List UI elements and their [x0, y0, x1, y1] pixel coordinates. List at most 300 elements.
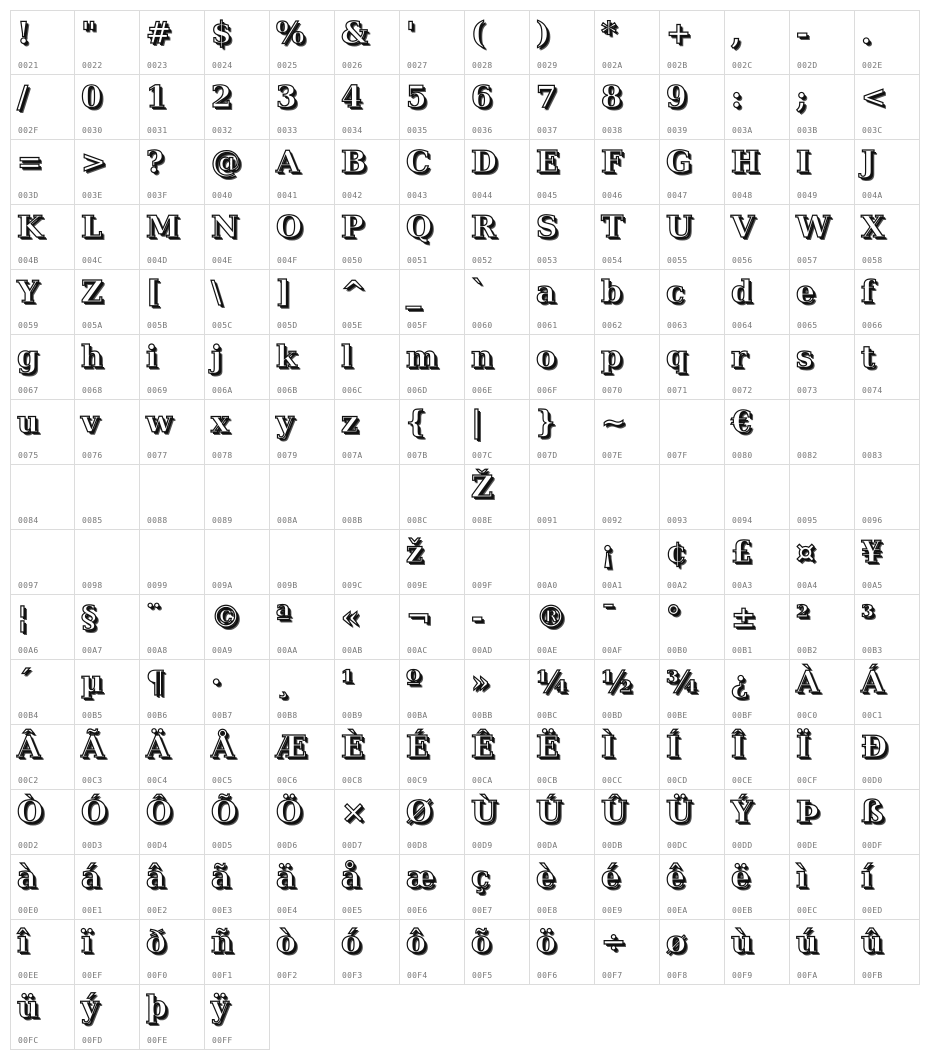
glyph-cell[interactable]	[595, 10, 660, 75]
glyph-cell[interactable]	[140, 270, 205, 335]
glyph-cell[interactable]	[465, 725, 530, 790]
glyph-preview: Ü	[666, 795, 693, 830]
glyph-cell[interactable]	[465, 140, 530, 205]
glyph-cell[interactable]	[530, 335, 595, 400]
glyph-cell[interactable]	[595, 75, 660, 140]
glyph-cell[interactable]	[75, 985, 140, 1050]
glyph-cell[interactable]	[75, 855, 140, 920]
glyph-cell[interactable]	[335, 205, 400, 270]
glyph-preview: ä	[276, 860, 296, 895]
glyph-code-label: 002F	[18, 126, 39, 135]
glyph-preview: ð	[146, 925, 167, 960]
glyph-cell[interactable]	[790, 140, 855, 205]
glyph-cell[interactable]	[790, 205, 855, 270]
glyph-cell[interactable]	[530, 205, 595, 270]
glyph-cell[interactable]	[530, 75, 595, 140]
glyph-code-label: 00DC	[667, 841, 688, 850]
glyph-cell[interactable]	[205, 335, 270, 400]
glyph-cell[interactable]	[140, 335, 205, 400]
glyph-code-label: 0055	[667, 256, 688, 265]
glyph-preview: µ	[81, 665, 103, 700]
glyph-cell[interactable]	[790, 400, 855, 465]
glyph-cell[interactable]	[270, 725, 335, 790]
glyph-cell[interactable]	[10, 270, 75, 335]
glyph-cell[interactable]	[10, 595, 75, 660]
glyph-cell[interactable]	[530, 790, 595, 855]
glyph-cell[interactable]	[465, 10, 530, 75]
glyph-cell[interactable]	[400, 10, 465, 75]
glyph-cell[interactable]	[660, 10, 725, 75]
glyph-preview: ^	[341, 275, 367, 310]
glyph-cell[interactable]	[595, 595, 660, 660]
glyph-preview: õ	[471, 925, 492, 960]
glyph-preview: _	[406, 275, 421, 310]
glyph-code-label: 002C	[732, 61, 753, 70]
glyph-cell[interactable]	[335, 465, 400, 530]
glyph-cell[interactable]	[530, 595, 595, 660]
glyph-cell[interactable]	[400, 790, 465, 855]
glyph-cell[interactable]	[465, 595, 530, 660]
glyph-cell[interactable]	[400, 855, 465, 920]
glyph-cell[interactable]	[660, 595, 725, 660]
glyph-cell[interactable]	[855, 10, 920, 75]
glyph-cell[interactable]	[660, 335, 725, 400]
glyph-cell[interactable]	[335, 660, 400, 725]
glyph-code-label: 0064	[732, 321, 753, 330]
glyph-cell[interactable]	[855, 855, 920, 920]
glyph-code-label: 0096	[862, 516, 883, 525]
glyph-cell[interactable]	[205, 530, 270, 595]
glyph-cell[interactable]	[335, 10, 400, 75]
glyph-cell[interactable]	[10, 400, 75, 465]
glyph-preview: ¸	[276, 665, 291, 700]
glyph-cell[interactable]	[595, 335, 660, 400]
glyph-cell[interactable]	[530, 530, 595, 595]
glyph-cell[interactable]	[400, 725, 465, 790]
glyph-cell[interactable]	[335, 725, 400, 790]
glyph-cell[interactable]	[725, 725, 790, 790]
glyph-preview: ú	[796, 925, 818, 960]
glyph-cell[interactable]	[790, 10, 855, 75]
glyph-code-label: 004D	[147, 256, 168, 265]
glyph-cell[interactable]	[855, 465, 920, 530]
glyph-code-label: 005F	[407, 321, 428, 330]
glyph-cell[interactable]	[790, 335, 855, 400]
glyph-cell[interactable]	[855, 790, 920, 855]
glyph-cell[interactable]	[270, 335, 335, 400]
glyph-cell[interactable]	[400, 465, 465, 530]
glyph-preview: w	[146, 405, 172, 440]
glyph-cell[interactable]	[465, 465, 530, 530]
glyph-cell[interactable]	[725, 465, 790, 530]
glyph-cell[interactable]	[530, 270, 595, 335]
glyph-preview: Q	[406, 210, 433, 245]
glyph-cell[interactable]	[790, 790, 855, 855]
glyph-cell[interactable]	[140, 725, 205, 790]
glyph-cell[interactable]	[660, 400, 725, 465]
glyph-cell[interactable]	[140, 595, 205, 660]
glyph-code-label: 0042	[342, 191, 363, 200]
glyph-cell[interactable]	[205, 465, 270, 530]
glyph-preview: 8	[601, 80, 622, 115]
glyph-cell[interactable]	[205, 985, 270, 1050]
glyph-cell[interactable]	[855, 335, 920, 400]
glyph-cell[interactable]	[140, 530, 205, 595]
glyph-cell[interactable]	[790, 595, 855, 660]
glyph-cell[interactable]	[270, 660, 335, 725]
glyph-cell[interactable]	[205, 400, 270, 465]
glyph-cell[interactable]	[790, 465, 855, 530]
glyph-code-label: 00B5	[82, 711, 103, 720]
glyph-code-label: 00D7	[342, 841, 363, 850]
glyph-code-label: 0071	[667, 386, 688, 395]
glyph-preview: r	[731, 340, 747, 375]
glyph-cell[interactable]	[140, 75, 205, 140]
glyph-cell[interactable]	[595, 725, 660, 790]
glyph-cell[interactable]	[400, 270, 465, 335]
glyph-cell[interactable]	[205, 75, 270, 140]
glyph-preview: !	[17, 16, 31, 51]
glyph-cell[interactable]	[140, 140, 205, 205]
glyph-cell[interactable]	[140, 920, 205, 985]
glyph-preview: )	[536, 16, 551, 51]
glyph-code-label: 00A1	[602, 581, 623, 590]
glyph-cell[interactable]	[270, 530, 335, 595]
glyph-cell[interactable]	[595, 660, 660, 725]
glyph-cell[interactable]	[530, 10, 595, 75]
glyph-cell[interactable]	[725, 75, 790, 140]
glyph-preview: ¦	[17, 600, 28, 635]
glyph-preview: e	[796, 275, 816, 310]
glyph-code-label: 00D2	[18, 841, 39, 850]
glyph-preview: ¼	[536, 665, 568, 700]
glyph-cell[interactable]	[660, 465, 725, 530]
glyph-preview: °	[666, 600, 681, 635]
glyph-preview: n	[471, 340, 493, 375]
glyph-code-label: 00BD	[602, 711, 623, 720]
glyph-cell[interactable]	[660, 725, 725, 790]
glyph-preview: l	[341, 340, 353, 375]
glyph-cell[interactable]	[725, 660, 790, 725]
glyph-cell[interactable]	[335, 855, 400, 920]
glyph-cell[interactable]	[595, 140, 660, 205]
glyph-cell[interactable]	[75, 465, 140, 530]
glyph-code-label: 0030	[82, 126, 103, 135]
glyph-cell[interactable]	[270, 205, 335, 270]
glyph-cell[interactable]	[10, 465, 75, 530]
glyph-cell[interactable]	[75, 335, 140, 400]
glyph-cell[interactable]	[335, 400, 400, 465]
glyph-cell[interactable]	[75, 400, 140, 465]
glyph-cell[interactable]	[10, 335, 75, 400]
glyph-cell[interactable]	[530, 465, 595, 530]
glyph-preview: 1	[146, 80, 167, 115]
glyph-preview: ž	[406, 535, 424, 570]
glyph-cell[interactable]	[530, 855, 595, 920]
glyph-cell[interactable]	[790, 270, 855, 335]
glyph-cell[interactable]	[855, 595, 920, 660]
glyph-cell[interactable]	[335, 595, 400, 660]
glyph-cell[interactable]	[205, 270, 270, 335]
glyph-preview: Ù	[471, 795, 498, 830]
glyph-code-label: 0068	[82, 386, 103, 395]
glyph-code-label: 0043	[407, 191, 428, 200]
glyph-cell[interactable]	[400, 400, 465, 465]
glyph-cell[interactable]	[660, 205, 725, 270]
glyph-cell[interactable]	[465, 400, 530, 465]
glyph-cell[interactable]	[400, 660, 465, 725]
glyph-cell[interactable]	[10, 75, 75, 140]
glyph-code-label: 00C5	[212, 776, 233, 785]
glyph-cell[interactable]	[465, 660, 530, 725]
glyph-cell[interactable]	[660, 920, 725, 985]
glyph-cell[interactable]	[725, 790, 790, 855]
glyph-cell[interactable]	[725, 140, 790, 205]
glyph-cell[interactable]	[855, 270, 920, 335]
glyph-code-label: 0028	[472, 61, 493, 70]
glyph-code-label: 00F8	[667, 971, 688, 980]
glyph-cell[interactable]	[335, 75, 400, 140]
glyph-code-label: 0058	[862, 256, 883, 265]
glyph-cell[interactable]	[595, 270, 660, 335]
glyph-preview: 0	[81, 80, 102, 115]
glyph-cell[interactable]	[660, 530, 725, 595]
glyph-cell[interactable]	[595, 205, 660, 270]
glyph-cell[interactable]	[75, 530, 140, 595]
glyph-cell[interactable]	[855, 140, 920, 205]
glyph-cell[interactable]	[400, 205, 465, 270]
glyph-code-label: 00BC	[537, 711, 558, 720]
glyph-preview: A	[276, 145, 300, 180]
glyph-code-label: 00B3	[862, 646, 883, 655]
glyph-preview: |	[471, 405, 482, 440]
glyph-cell[interactable]	[270, 75, 335, 140]
glyph-preview: ô	[406, 925, 427, 960]
glyph-preview: È	[341, 730, 364, 765]
glyph-code-label: 00A6	[18, 646, 39, 655]
glyph-cell[interactable]	[855, 660, 920, 725]
glyph-cell[interactable]	[10, 10, 75, 75]
glyph-cell[interactable]	[205, 205, 270, 270]
glyph-cell[interactable]	[660, 790, 725, 855]
glyph-cell[interactable]	[725, 855, 790, 920]
glyph-cell[interactable]	[790, 660, 855, 725]
glyph-cell[interactable]	[140, 985, 205, 1050]
glyph-cell[interactable]	[790, 75, 855, 140]
glyph-cell[interactable]	[205, 140, 270, 205]
glyph-cell[interactable]	[465, 920, 530, 985]
glyph-cell[interactable]	[595, 920, 660, 985]
glyph-cell[interactable]	[270, 920, 335, 985]
glyph-cell[interactable]	[270, 465, 335, 530]
glyph-preview: ø	[666, 925, 687, 960]
glyph-cell[interactable]	[10, 855, 75, 920]
glyph-cell[interactable]	[10, 530, 75, 595]
glyph-code-label: 007D	[537, 451, 558, 460]
glyph-preview: 6	[471, 80, 492, 115]
glyph-cell[interactable]	[400, 140, 465, 205]
glyph-cell[interactable]	[855, 400, 920, 465]
glyph-cell[interactable]	[140, 400, 205, 465]
glyph-cell[interactable]	[465, 790, 530, 855]
glyph-cell[interactable]	[75, 595, 140, 660]
glyph-cell[interactable]	[75, 10, 140, 75]
glyph-cell[interactable]	[10, 790, 75, 855]
glyph-code-label: 0024	[212, 61, 233, 70]
glyph-cell[interactable]	[855, 920, 920, 985]
glyph-cell[interactable]	[140, 790, 205, 855]
glyph-cell[interactable]	[140, 855, 205, 920]
glyph-cell[interactable]	[660, 855, 725, 920]
glyph-preview: ü	[17, 990, 39, 1025]
glyph-cell[interactable]	[205, 595, 270, 660]
glyph-cell[interactable]	[10, 725, 75, 790]
glyph-cell[interactable]	[725, 530, 790, 595]
glyph-cell[interactable]	[595, 855, 660, 920]
glyph-cell[interactable]	[855, 530, 920, 595]
glyph-cell[interactable]	[725, 270, 790, 335]
glyph-cell[interactable]	[270, 10, 335, 75]
glyph-cell[interactable]	[140, 205, 205, 270]
glyph-cell[interactable]	[530, 725, 595, 790]
glyph-cell[interactable]	[400, 595, 465, 660]
glyph-cell[interactable]	[75, 270, 140, 335]
glyph-cell[interactable]	[400, 530, 465, 595]
glyph-cell[interactable]	[75, 75, 140, 140]
glyph-preview: ¯	[601, 600, 616, 635]
glyph-preview: {	[406, 405, 426, 440]
glyph-cell[interactable]	[205, 660, 270, 725]
glyph-cell[interactable]	[75, 790, 140, 855]
glyph-cell[interactable]	[465, 530, 530, 595]
glyph-code-label: 008E	[472, 516, 493, 525]
glyph-preview: Þ	[796, 795, 819, 830]
glyph-cell[interactable]	[400, 75, 465, 140]
glyph-code-label: 0034	[342, 126, 363, 135]
glyph-cell[interactable]	[335, 920, 400, 985]
glyph-cell[interactable]	[660, 140, 725, 205]
glyph-code-label: 00B1	[732, 646, 753, 655]
glyph-cell[interactable]	[465, 75, 530, 140]
glyph-cell[interactable]	[10, 660, 75, 725]
glyph-preview: á	[81, 860, 101, 895]
glyph-cell[interactable]	[465, 335, 530, 400]
glyph-cell[interactable]	[400, 920, 465, 985]
glyph-preview: q	[666, 340, 687, 375]
glyph-cell[interactable]	[75, 660, 140, 725]
glyph-code-label: 0093	[667, 516, 688, 525]
glyph-cell[interactable]	[75, 920, 140, 985]
glyph-cell[interactable]	[530, 400, 595, 465]
glyph-code-label: 003B	[797, 126, 818, 135]
glyph-cell[interactable]	[530, 920, 595, 985]
glyph-cell[interactable]	[335, 790, 400, 855]
glyph-cell[interactable]	[790, 920, 855, 985]
glyph-code-label: 0031	[147, 126, 168, 135]
glyph-cell[interactable]	[270, 140, 335, 205]
glyph-cell[interactable]	[660, 270, 725, 335]
glyph-cell[interactable]	[205, 920, 270, 985]
glyph-cell[interactable]	[335, 530, 400, 595]
glyph-preview: æ	[406, 860, 436, 895]
glyph-cell[interactable]	[335, 270, 400, 335]
glyph-cell[interactable]	[660, 660, 725, 725]
glyph-cell[interactable]	[75, 140, 140, 205]
glyph-preview: Ê	[471, 730, 494, 765]
glyph-preview: ÷	[601, 925, 627, 960]
glyph-cell[interactable]	[790, 855, 855, 920]
glyph-cell[interactable]	[10, 985, 75, 1050]
glyph-cell[interactable]	[595, 400, 660, 465]
glyph-cell[interactable]	[660, 75, 725, 140]
glyph-cell[interactable]	[790, 530, 855, 595]
glyph-code-label: 0046	[602, 191, 623, 200]
glyph-cell[interactable]	[205, 790, 270, 855]
glyph-cell[interactable]	[465, 205, 530, 270]
glyph-cell[interactable]	[725, 920, 790, 985]
glyph-cell[interactable]	[855, 725, 920, 790]
glyph-cell[interactable]	[595, 530, 660, 595]
glyph-cell[interactable]	[530, 660, 595, 725]
glyph-cell[interactable]	[465, 855, 530, 920]
glyph-cell[interactable]	[725, 10, 790, 75]
glyph-cell[interactable]	[465, 270, 530, 335]
glyph-cell[interactable]	[335, 335, 400, 400]
glyph-cell[interactable]	[855, 205, 920, 270]
glyph-cell[interactable]	[790, 725, 855, 790]
glyph-code-label: 0036	[472, 126, 493, 135]
glyph-preview: Ð	[861, 730, 888, 765]
glyph-cell[interactable]	[10, 205, 75, 270]
glyph-preview: §	[81, 600, 97, 635]
glyph-cell[interactable]	[725, 400, 790, 465]
glyph-preview: +	[666, 16, 692, 51]
glyph-cell[interactable]	[10, 140, 75, 205]
glyph-cell[interactable]	[595, 465, 660, 530]
glyph-code-label: 00B2	[797, 646, 818, 655]
glyph-cell[interactable]	[75, 725, 140, 790]
glyph-preview: ¹	[341, 665, 355, 700]
glyph-cell[interactable]	[75, 205, 140, 270]
glyph-cell[interactable]	[270, 855, 335, 920]
glyph-code-label: 0080	[732, 451, 753, 460]
glyph-cell[interactable]	[725, 595, 790, 660]
glyph-cell[interactable]	[725, 335, 790, 400]
glyph-code-label: 0074	[862, 386, 883, 395]
glyph-cell[interactable]	[530, 140, 595, 205]
glyph-cell[interactable]	[855, 75, 920, 140]
glyph-cell[interactable]	[270, 400, 335, 465]
glyph-cell[interactable]	[595, 790, 660, 855]
glyph-cell[interactable]	[335, 140, 400, 205]
glyph-cell[interactable]	[10, 920, 75, 985]
glyph-cell[interactable]	[140, 10, 205, 75]
glyph-cell[interactable]	[270, 595, 335, 660]
glyph-code-label: 00F5	[472, 971, 493, 980]
glyph-code-label: 0085	[82, 516, 103, 525]
glyph-cell[interactable]	[205, 10, 270, 75]
glyph-preview: I	[796, 145, 811, 180]
glyph-cell[interactable]	[140, 465, 205, 530]
glyph-code-label: 00CB	[537, 776, 558, 785]
glyph-cell[interactable]	[270, 790, 335, 855]
glyph-cell[interactable]	[725, 205, 790, 270]
glyph-cell[interactable]	[270, 270, 335, 335]
glyph-cell[interactable]	[400, 335, 465, 400]
glyph-cell[interactable]	[205, 725, 270, 790]
glyph-cell[interactable]	[140, 660, 205, 725]
glyph-cell[interactable]	[205, 855, 270, 920]
